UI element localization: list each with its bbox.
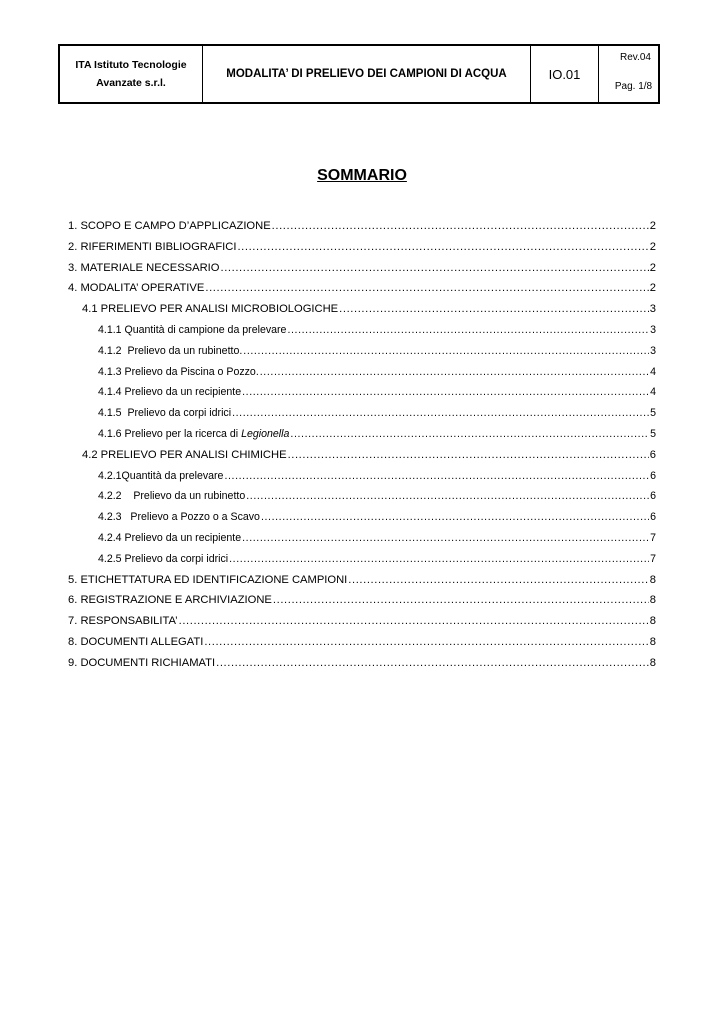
toc-page-number: 6 (650, 490, 656, 503)
toc-page-number: 8 (649, 573, 656, 586)
dot-leader (261, 507, 649, 528)
dot-leader (246, 486, 649, 507)
dot-leader (243, 341, 649, 362)
toc-entry-8[interactable]: 8. DOCUMENTI ALLEGATI ..... 8 (68, 632, 656, 653)
revision-number: Rev.04 (620, 52, 651, 63)
document-title: MODALITA’ DI PRELIEVO DEI CAMPIONI DI ACQUA (203, 46, 531, 102)
page-number: Pag. 1/8 (614, 81, 653, 92)
toc-entry-4-2-5[interactable]: 4.2.5 Prelievo da corpi idrici ..... 7 (68, 549, 656, 570)
toc-entry-4-2[interactable]: 4.2 PRELIEVO PER ANALISI CHIMICHE ..... 6 (68, 445, 656, 466)
dot-leader (272, 216, 649, 237)
toc-page-number: 7 (650, 552, 656, 565)
toc-page-number: 6 (650, 511, 656, 524)
dot-leader (220, 258, 648, 279)
dot-leader (232, 403, 649, 424)
toc-entry-4-2-1[interactable]: 4.2.1Quantità da prelevare ..... 6 (68, 466, 656, 487)
dot-leader (229, 549, 649, 570)
dot-leader (273, 590, 649, 611)
toc-page-number: 3 (650, 344, 656, 357)
company-cell (60, 46, 203, 102)
document-header (58, 44, 660, 104)
dot-leader (242, 382, 649, 403)
dot-leader (179, 611, 649, 632)
toc-page-number: 2 (649, 220, 656, 232)
toc-page-number: 7 (650, 531, 656, 544)
toc-page-number: 8 (649, 635, 656, 648)
dot-leader (204, 632, 648, 653)
revision-cell (599, 46, 658, 102)
toc-page-number: 4 (650, 386, 656, 399)
toc-page-number: 4 (650, 365, 656, 378)
toc-page-number: 3 (650, 323, 656, 336)
toc-entry-4-1-2[interactable]: 4.1.2 Prelievo da un rubinetto. ..... 3 (68, 341, 656, 362)
toc-entry-7[interactable]: 7. RESPONSABILITA’ ..... 8 (68, 611, 656, 632)
toc-entry-4[interactable]: 4. MODALITA’ OPERATIVE ..... 2 (68, 278, 656, 299)
toc-page-number: 6 (650, 469, 656, 482)
table-of-contents (68, 216, 656, 674)
toc-title: SOMMARIO (317, 167, 407, 184)
toc-page-number: 8 (649, 594, 656, 607)
toc-page-number: 8 (649, 615, 656, 628)
toc-entry-3[interactable]: 3. MATERIALE NECESSARIO ..... 2 (68, 258, 656, 279)
dot-leader (216, 653, 649, 674)
toc-page-number: 6 (649, 448, 656, 461)
toc-entry-4-1-3[interactable]: 4.1.3 Prelievo da Piscina o Pozzo. ..... 4 (68, 362, 656, 383)
toc-page-number: 2 (649, 240, 656, 253)
toc-entry-4-1-1[interactable]: 4.1.1 Quantità di campione da prelevare ..... 3 (68, 320, 656, 341)
dot-leader (339, 299, 649, 320)
dot-leader (224, 466, 649, 487)
toc-page-number: 3 (649, 303, 656, 316)
toc-page-number: 5 (650, 427, 656, 440)
dot-leader (348, 570, 648, 591)
toc-entry-9[interactable]: 9. DOCUMENTI RICHIAMATI ..... 8 (68, 653, 656, 674)
italic-term: Legionella (241, 427, 290, 440)
toc-page-number: 2 (649, 261, 656, 274)
toc-entry-4-2-3[interactable]: 4.2.3 Prelievo a Pozzo o a Scavo ..... 6 (68, 507, 656, 528)
dot-leader (205, 278, 648, 299)
dot-leader (287, 320, 649, 341)
toc-entry-4-1[interactable]: 4.1 PRELIEVO PER ANALISI MICROBIOLOGICHE ..... 3 (68, 299, 656, 320)
toc-page-number: 2 (649, 282, 656, 295)
toc-entry-4-2-4[interactable]: 4.2.4 Prelievo da un recipiente ..... 7 (68, 528, 656, 549)
toc-entry-4-1-4[interactable]: 4.1.4 Prelievo da un recipiente ..... 4 (68, 382, 656, 403)
toc-entry-1[interactable]: 1. SCOPO E CAMPO D’APPLICAZIONE ..... 2 (68, 216, 656, 237)
dot-leader (288, 445, 649, 466)
dot-leader (260, 362, 649, 383)
toc-entry-4-1-5[interactable]: 4.1.5 Prelievo da corpi idrici ..... 5 (68, 403, 656, 424)
toc-entry-6[interactable]: 6. REGISTRAZIONE E ARCHIVIAZIONE ..... 8 (68, 590, 656, 611)
document-code: IO.01 (531, 46, 599, 102)
dot-leader (237, 237, 648, 258)
toc-page-number: 8 (649, 656, 656, 669)
company-name-line2: Avanzate s.r.l. (96, 77, 166, 89)
dot-leader (290, 424, 649, 445)
toc-page-number: 5 (650, 407, 656, 420)
company-name-line1: ITA Istituto Tecnologie (75, 59, 187, 71)
toc-entry-2[interactable]: 2. RIFERIMENTI BIBLIOGRAFICI ..... 2 (68, 237, 656, 258)
toc-entry-5[interactable]: 5. ETICHETTATURA ED IDENTIFICAZIONE CAMPIONI ..... 8 (68, 570, 656, 591)
toc-entry-4-2-2[interactable]: 4.2.2 Prelievo da un rubinetto ..... 6 (68, 486, 656, 507)
dot-leader (242, 528, 649, 549)
toc-entry-4-1-6[interactable]: 4.1.6 Prelievo per la ricerca di Legionella ..... 5 (68, 424, 656, 445)
